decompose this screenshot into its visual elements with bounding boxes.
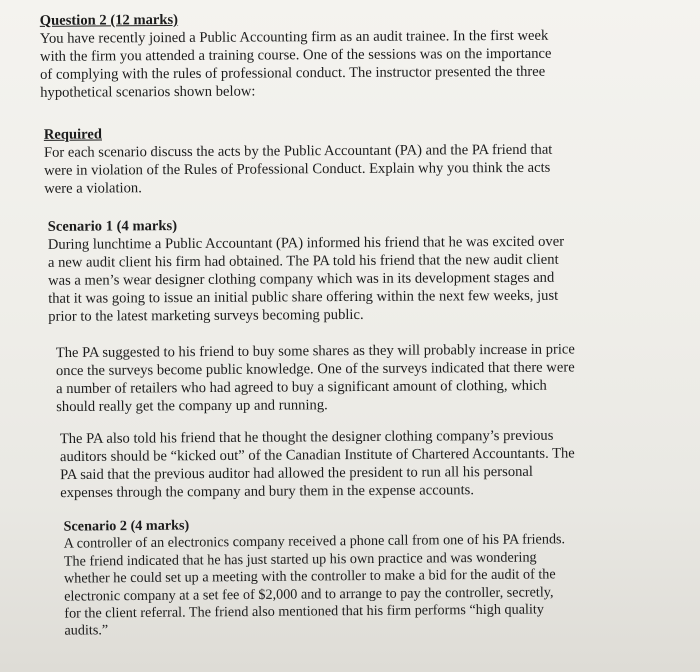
scenario2-line: electronic company at a set fee of $2,000 and to arrange to pay the controller, secretly, — [64, 583, 554, 605]
scenario1-line: expenses through the company and bury them in the expense accounts. — [60, 482, 475, 502]
scenario1-line: once the surveys become public knowledge. One of the surveys indicated that there were — [55, 359, 575, 380]
scenario1-line: The PA suggested to his friend to buy some shares as they will probably increase in price — [55, 341, 575, 362]
question-section — [40, 8, 641, 102]
scenario1-line: The PA also told his friend that he thought the designer clothing company’s previous — [59, 427, 554, 448]
scenario2-line: for the client referral. The friend also mentioned that his firm performs “high quality — [64, 601, 544, 622]
scenario1-line: PA said that the previous auditor had allowed the president to run all his personal — [60, 463, 533, 484]
required-line: were in violation of the Rules of Professional Conduct. Explain why you think the acts — [44, 159, 551, 179]
intro-line: of complying with the rules of professional conduct. The instructor presented the three — [40, 63, 546, 83]
scenario2-title: Scenario 2 (4 marks) — [63, 517, 190, 535]
question-title: Question 2 (12 marks) — [39, 11, 179, 29]
scenario2-section — [63, 513, 664, 640]
scenario2-line: audits.” — [64, 622, 109, 640]
scenario1-line: prior to the latest marketing surveys becoming public. — [48, 306, 364, 325]
scenario1-line: During lunchtime a Public Accountant (PA) informed his friend that he was excited over — [47, 233, 565, 253]
scenario1-line: auditors should be “kicked out” of the Canadian Institute of Chartered Accountants. The — [59, 445, 575, 466]
required-line: were a violation. — [44, 180, 142, 197]
required-title: Required — [43, 126, 103, 143]
required-section — [44, 122, 644, 198]
scenario1-paragraph3 — [60, 426, 660, 502]
scenario1-line: a new audit client his firm had obtained. The PA told his friend that the new audit client — [47, 251, 559, 271]
intro-line: You have recently joined a Public Accounting firm as an audit trainee. In the first week — [39, 27, 549, 47]
scenario1-line: should really get the company up and running. — [56, 397, 328, 416]
scenario1-line: was a men’s wear designer clothing company which was in its development stages and — [48, 269, 555, 289]
scenario1-paragraph2 — [56, 340, 656, 416]
scenario1-line: that it was going to issue an initial public share offering within the next few weeks, just — [48, 287, 559, 307]
scenario1-line: a number of retailers who had agreed to buy a significant amount of clothing, which — [56, 377, 547, 398]
scenario1-title: Scenario 1 (4 marks) — [47, 218, 178, 235]
required-line: For each scenario discuss the acts by the Public Accountant (PA) and the PA friend that — [43, 141, 553, 161]
scenario2-line: A controller of an electronics company received a phone call from one of his PA friends. — [63, 531, 566, 553]
scenario2-line: whether he could set up a meeting with the controller to make a bid for the audit of the — [63, 566, 556, 587]
intro-line: hypothetical scenarios shown below: — [40, 83, 256, 101]
scenario2-line: The friend indicated that he has just started up his own practice and was wondering — [63, 549, 537, 570]
intro-line: with the firm you attended a training course. One of the sessions was on the importance — [39, 45, 552, 65]
scenario1-section — [48, 214, 649, 326]
